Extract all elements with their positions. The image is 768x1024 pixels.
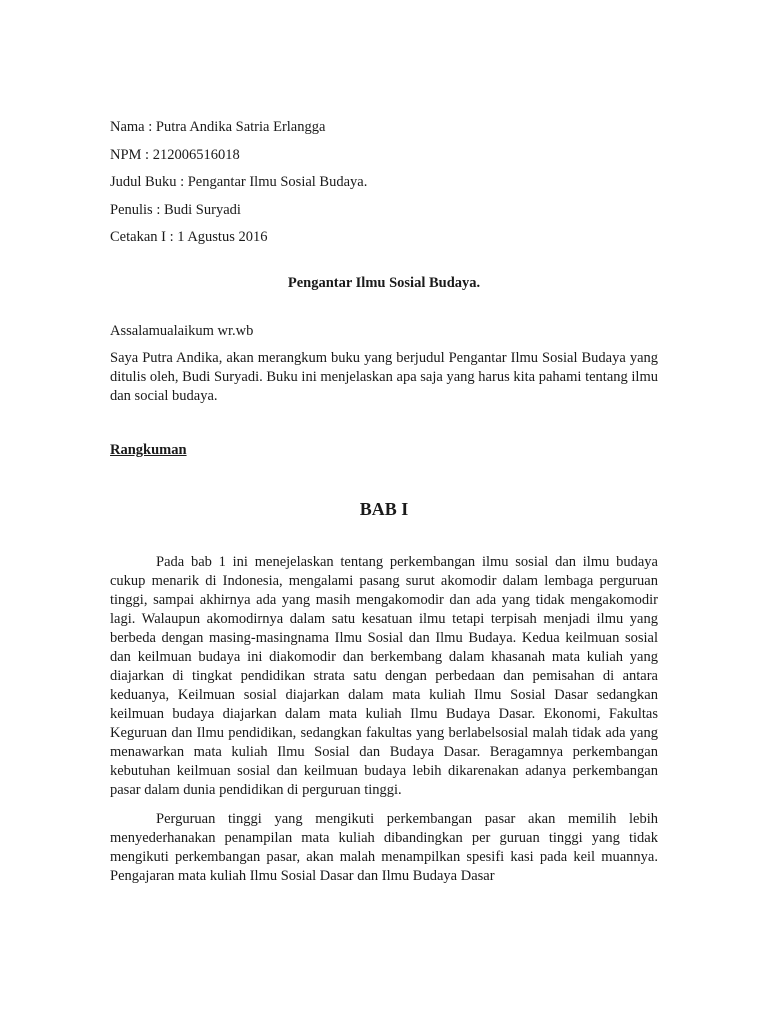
body-paragraph: Perguruan tinggi yang mengikuti perkembangan pasar akan memilih lebih menyederhanakan penampilan mata kuliah dibandingkan per guruan tinggi yang tidak mengikuti perkembangan pasar, akan malah menampilkan spesifi kasi pada keil muannya. Pengajaran mata kuliah Ilmu Sosial Dasar dan Ilmu Budaya Dasar bbox=[110, 811, 658, 884]
greeting: Assalamualaikum wr.wb bbox=[110, 323, 254, 339]
student-npm: NPM : 212006516018 bbox=[110, 146, 240, 163]
book-edition-line: Cetakan I : 1 Agustus 2016 bbox=[110, 229, 268, 245]
document-page bbox=[110, 118, 658, 886]
book-title-line: Judul Buku : Pengantar Ilmu Sosial Budaya. bbox=[110, 174, 368, 190]
intro-paragraph: Saya Putra Andika, akan merangkum buku yang berjudul Pengantar Ilmu Sosial Budaya yang ditulis oleh, Budi Suryadi. Buku ini menjelaskan apa saja yang harus kita pahami tentang ilmu dan social budaya. bbox=[110, 350, 658, 404]
body-paragraph: Pada bab 1 ini menejelaskan tentang perkembangan ilmu sosial dan ilmu budaya cukup menarik di Indonesia, mengalami pasang surut akomodir dalam lembaga perguruan tinggi, sampai akhirnya ada yang masih mengakomodir dan ada yang tidak mengakomodir lagi. Walaupun akomodirnya dalam satu kesatuan ilmu tetapi terpisah menjadi ilmu yang berbeda dengan masing-masingnama Ilmu Sosial dan Ilmu Budaya. Kedua keilmuan sosial dan keilmuan budaya ini diakomodir dan berkembang dalam khasanah mata kuliah yang diajarkan di tingkat pendidikan strata satu dengan perbedaan dan pemisahan di antara keduanya, Keilmuan sosial diajarkan dalam mata kuliah Ilmu Sosial Dasar sedangkan keilmuan budaya diajarkan dalam mata kuliah Ilmu Budaya Dasar. Ekonomi, Fakultas Keguruan dan Ilmu pendidikan, sedangkan fakultas yang berlabelsosial malah tidak ada yang menawarkan mata kuliah Ilmu Sosial dan Budaya Dasar. Beragamnya perkembangan kebutuhan keilmuan sosial dan keilmuan budaya lebih dikarenakan adanya perkembangan pasar dalam dunia pendidikan di perguruan tinggi. bbox=[110, 554, 658, 798]
book-author-line: Penulis : Budi Suryadi bbox=[110, 201, 241, 218]
student-name: Nama : Putra Andika Satria Erlangga bbox=[110, 119, 326, 135]
document-title: Pengantar Ilmu Sosial Budaya. bbox=[287, 275, 481, 291]
chapter-heading: BAB I bbox=[359, 499, 409, 519]
section-heading-rangkuman: Rangkuman bbox=[110, 442, 187, 458]
